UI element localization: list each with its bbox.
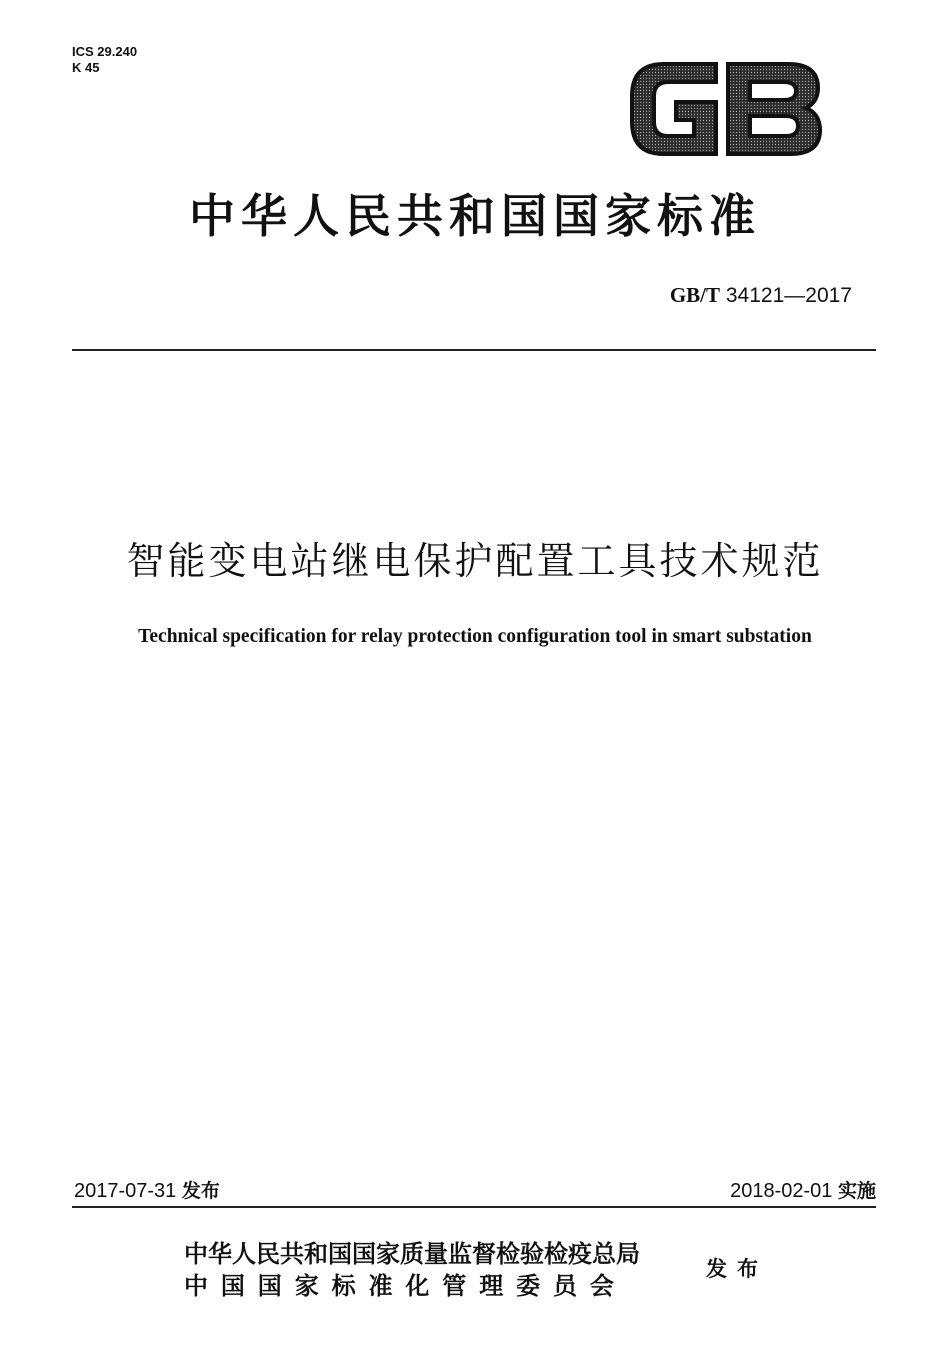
ics-code: ICS 29.240 [72,44,138,59]
implement-date-block [730,1178,876,1204]
chinese-title: 智能变电站继电保护配置工具技术规范 [126,539,824,583]
ccs-code: K 45 [72,60,100,75]
bottom-divider [72,1206,876,1208]
english-title: Technical specification for relay protection configuration tool in smart substation [138,626,812,647]
implement-label: 实施 [837,1180,876,1202]
standard-code: 34121—2017 [725,284,852,307]
issuing-authorities [184,1238,640,1302]
classification-codes [72,44,137,76]
national-standard-title: 中华人民共和国国家标准 [189,189,761,243]
gb-logo-icon [624,56,824,160]
standard-prefix: GB/T [669,283,721,307]
issuer-sac: 中国国家标准化管理委员会 [184,1271,627,1300]
issue-date-block [74,1178,220,1204]
implement-date: 2018-02-01 [730,1180,833,1202]
issuer-aqsiq: 中华人民共和国国家质量监督检验检疫总局 [184,1239,640,1268]
standard-number [670,282,852,309]
top-divider [72,349,876,351]
issuer-action: 发布 [706,1256,768,1281]
issue-date: 2017-07-31 [74,1180,177,1202]
issue-label: 发布 [181,1180,220,1202]
